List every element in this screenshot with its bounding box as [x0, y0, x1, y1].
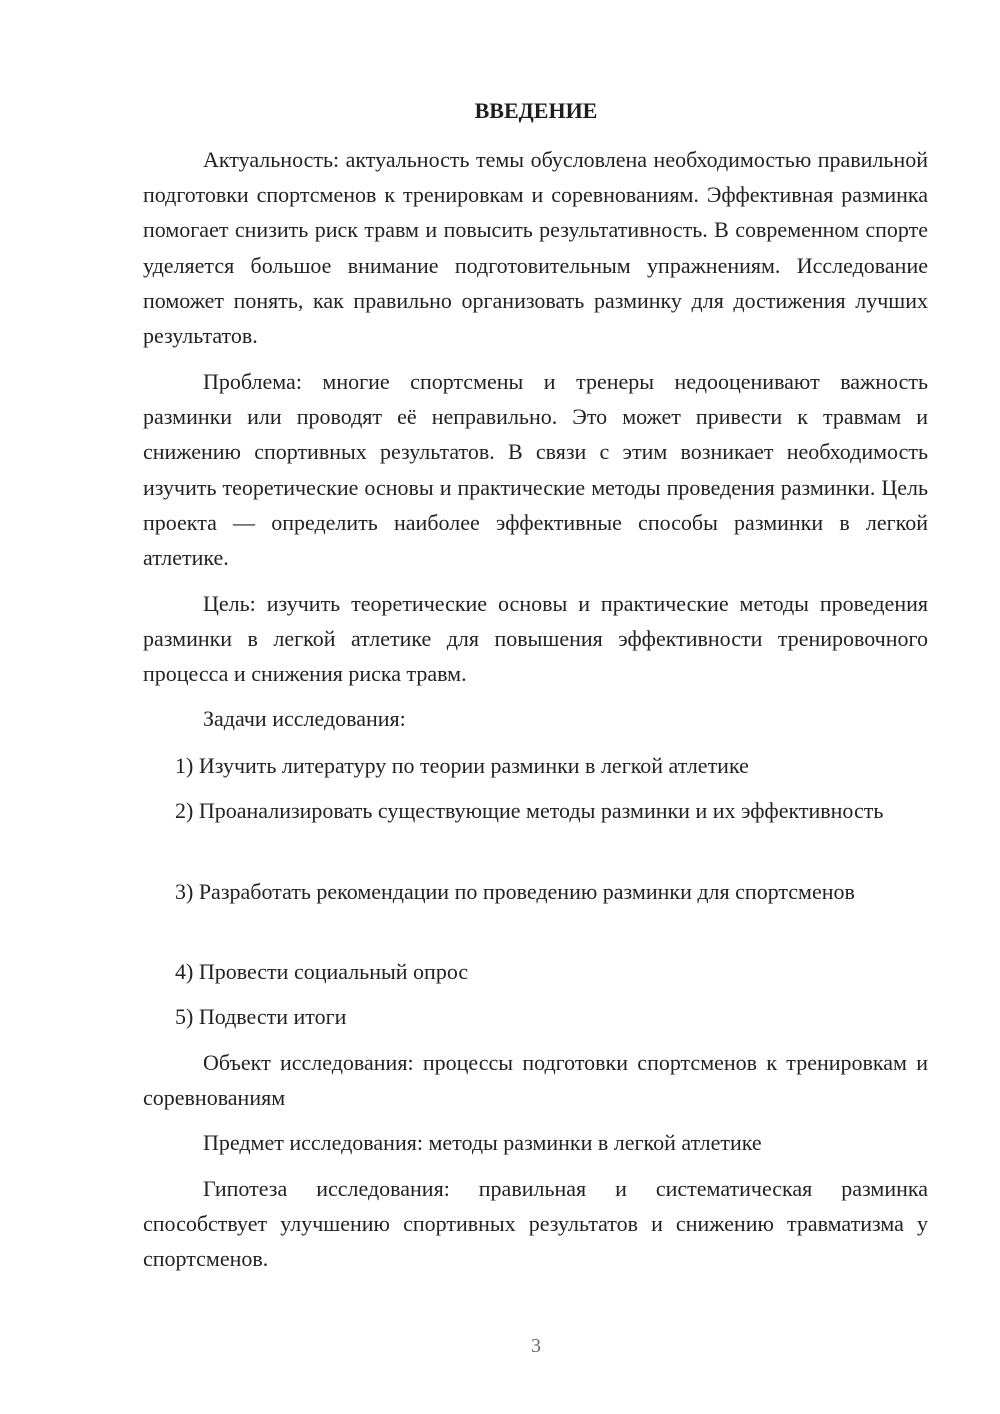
task-item-4: 4) Провести социальный опрос — [175, 959, 469, 984]
paragraph-goal: Цель: изучить теоретические основы и практические методы проведения разминки в легкой атлетике для повышения эффективности тренировочного процесса и снижения риска травм. — [143, 591, 928, 687]
paragraph-problem: Проблема: многие спортсмены и тренеры недооценивают важность разминки или проводят её неправильно. Это может привести к травмам и снижению спортивных результатов. В связи с этим возникает необходимость изучить теоретические основы и практические методы проведения разминки. Цель проекта — определить наиболее эффективные способы разминки в легкой атлетике. — [143, 369, 928, 571]
page-title: ВВЕДЕНИЕ — [474, 98, 598, 123]
task-item-5: 5) Подвести итоги — [175, 1004, 347, 1029]
tasks-heading: Задачи исследования: — [203, 706, 406, 731]
paragraph-hypothesis: Гипотеза исследования: правильная и систематическая разминка способствует улучшению спортивных результатов и снижению травматизма у спортсменов. — [143, 1176, 928, 1272]
task-item-1: 1) Изучить литературу по теории разминки в легкой атлетике — [175, 753, 749, 778]
task-item-2: 2) Проанализировать существующие методы разминки и их эффективность — [175, 798, 884, 823]
paragraph-object: Объект исследования: процессы подготовки спортсменов к тренировкам и соревнованиям — [143, 1050, 928, 1111]
paragraph-subject: Предмет исследования: методы разминки в легкой атлетике — [203, 1130, 762, 1155]
page-number: 3 — [531, 1335, 541, 1357]
paragraph-relevance: Актуальность: актуальность темы обусловлена необходимостью правильной подготовки спортсменов к тренировкам и соревнованиям. Эффективная разминка помогает снизить риск травм и повысить результативность. В современном спорте уделяется большое внимание подготовительным упражнениям. Исследование поможет понять, как правильно организовать разминку для достижения лучших результатов. — [143, 147, 928, 349]
task-item-3: 3) Разработать рекомендации по проведению разминки для спортсменов — [175, 879, 855, 904]
